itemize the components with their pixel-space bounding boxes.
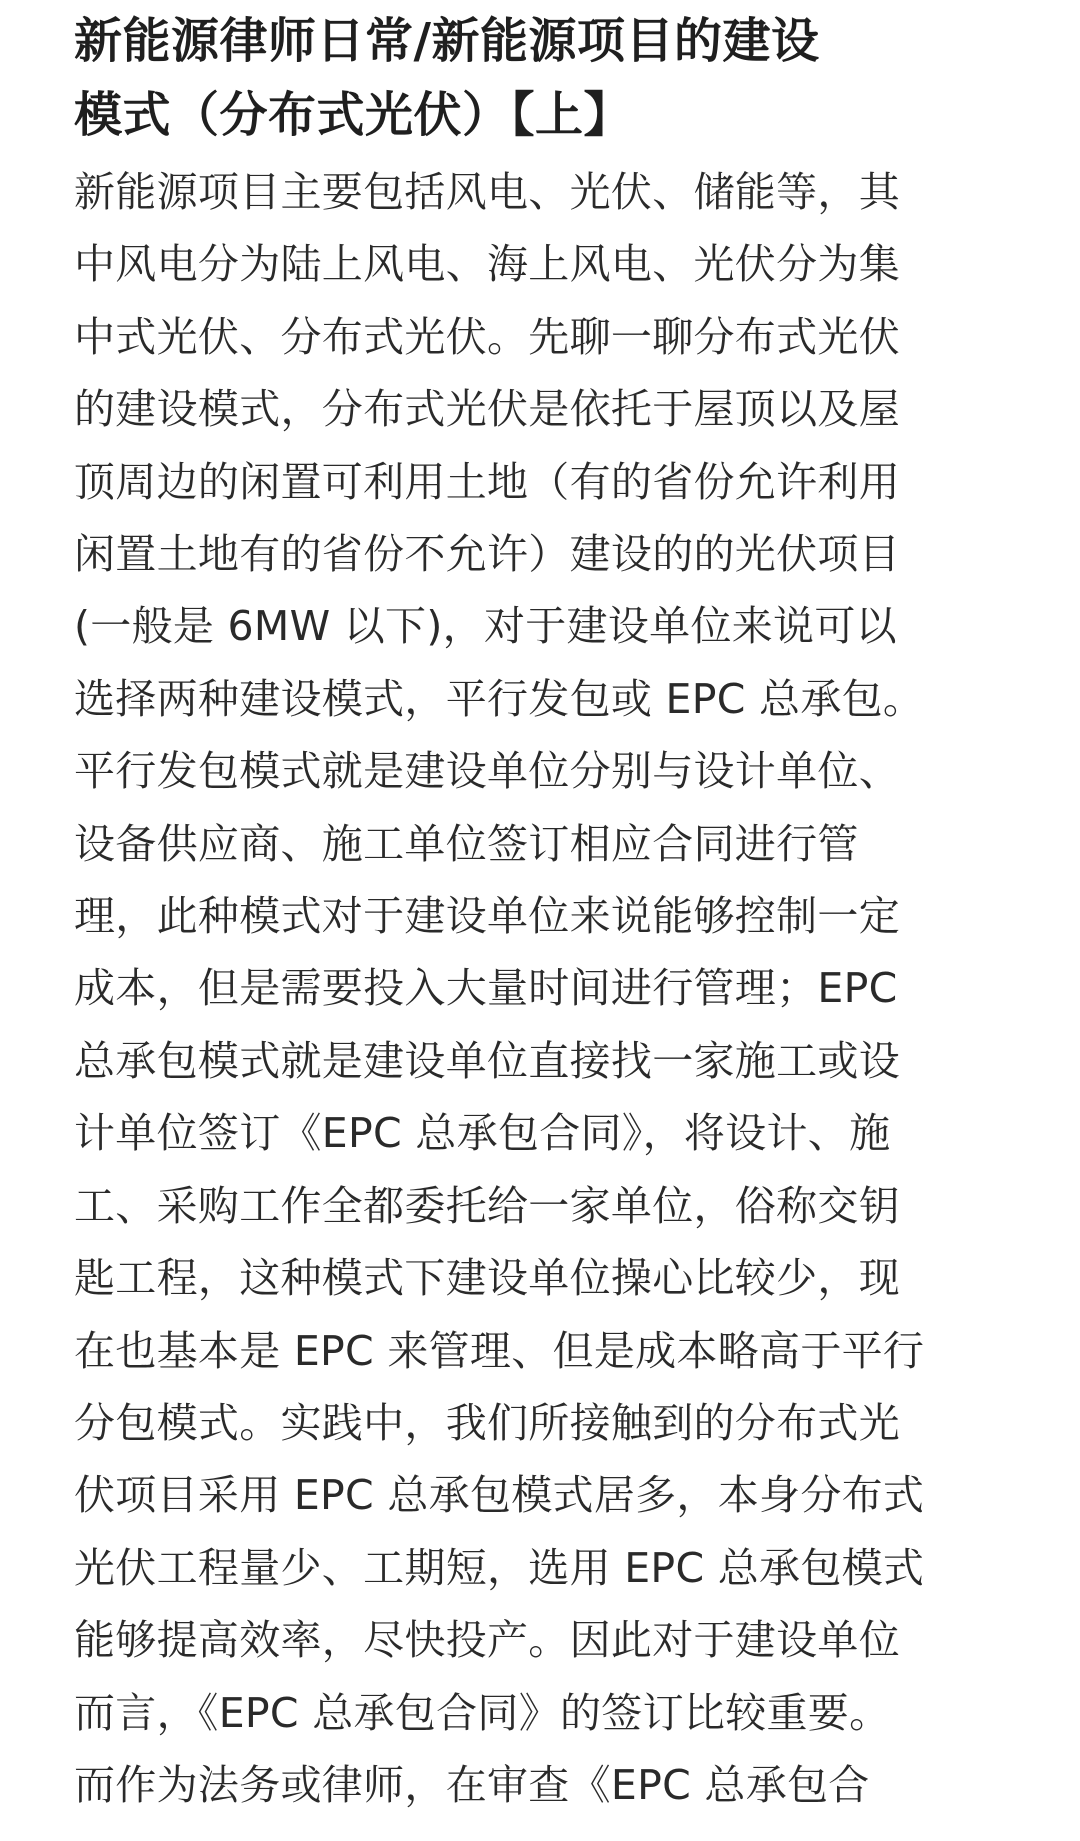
article-body-line: 总承包模式就是建设单位直接找一家施工或设	[74, 1036, 900, 1085]
article-title	[74, 4, 1024, 152]
article-title-line: 新能源律师日常/新能源项目的建设	[74, 13, 820, 69]
article-body-line: 能够提高效率，尽快投产。因此对于建设单位	[74, 1616, 900, 1665]
article-title-line: 模式（分布式光伏）【上】	[74, 87, 633, 143]
article-body-line: 光伏工程量少、工期短，选用 EPC 总承包模式	[74, 1543, 925, 1592]
article-body	[74, 156, 1024, 1821]
article-body-line: (一般是 6MW 以下)，对于建设单位来说可以	[74, 602, 897, 651]
article-body-line: 选择两种建设模式，平行发包或 EPC 总承包。	[74, 674, 925, 723]
article-body-line: 而言，《EPC 总承包合同》的签订比较重要。	[74, 1688, 891, 1737]
article-body-line: 分包模式。实践中，我们所接触到的分布式光	[74, 1398, 900, 1447]
article-body-line: 中式光伏、分布式光伏。先聊一聊分布式光伏	[74, 312, 900, 361]
article-body-line: 理，此种模式对于建设单位来说能够控制一定	[74, 892, 900, 941]
article-body-line: 顶周边的闲置可利用土地（有的省份允许利用	[74, 457, 900, 506]
article	[74, 4, 1024, 1821]
article-body-line: 计单位签订《EPC 总承包合同》，将设计、施	[74, 1109, 891, 1158]
article-body-line: 平行发包模式就是建设单位分别与设计单位、	[74, 747, 900, 796]
article-body-line: 而作为法务或律师，在审查《EPC 总承包合	[74, 1760, 870, 1809]
article-body-line: 设备供应商、施工单位签订相应合同进行管	[74, 819, 859, 868]
article-body-line: 伏项目采用 EPC 总承包模式居多，本身分布式	[74, 1471, 925, 1520]
article-body-line: 闲置土地有的省份不允许）建设的的光伏项目	[74, 530, 900, 579]
article-body-line: 匙工程，这种模式下建设单位操心比较少，现	[74, 1254, 900, 1303]
article-body-line: 在也基本是 EPC 来管理、但是成本略高于平行	[74, 1326, 925, 1375]
article-body-line: 成本，但是需要投入大量时间进行管理；EPC	[74, 964, 898, 1013]
article-body-line: 的建设模式，分布式光伏是依托于屋顶以及屋	[74, 385, 900, 434]
article-body-line: 新能源项目主要包括风电、光伏、储能等，其	[74, 168, 900, 216]
article-body-line: 中风电分为陆上风电、海上风电、光伏分为集	[74, 240, 900, 289]
article-body-line: 工、采购工作全都委托给一家单位，俗称交钥	[74, 1181, 900, 1230]
